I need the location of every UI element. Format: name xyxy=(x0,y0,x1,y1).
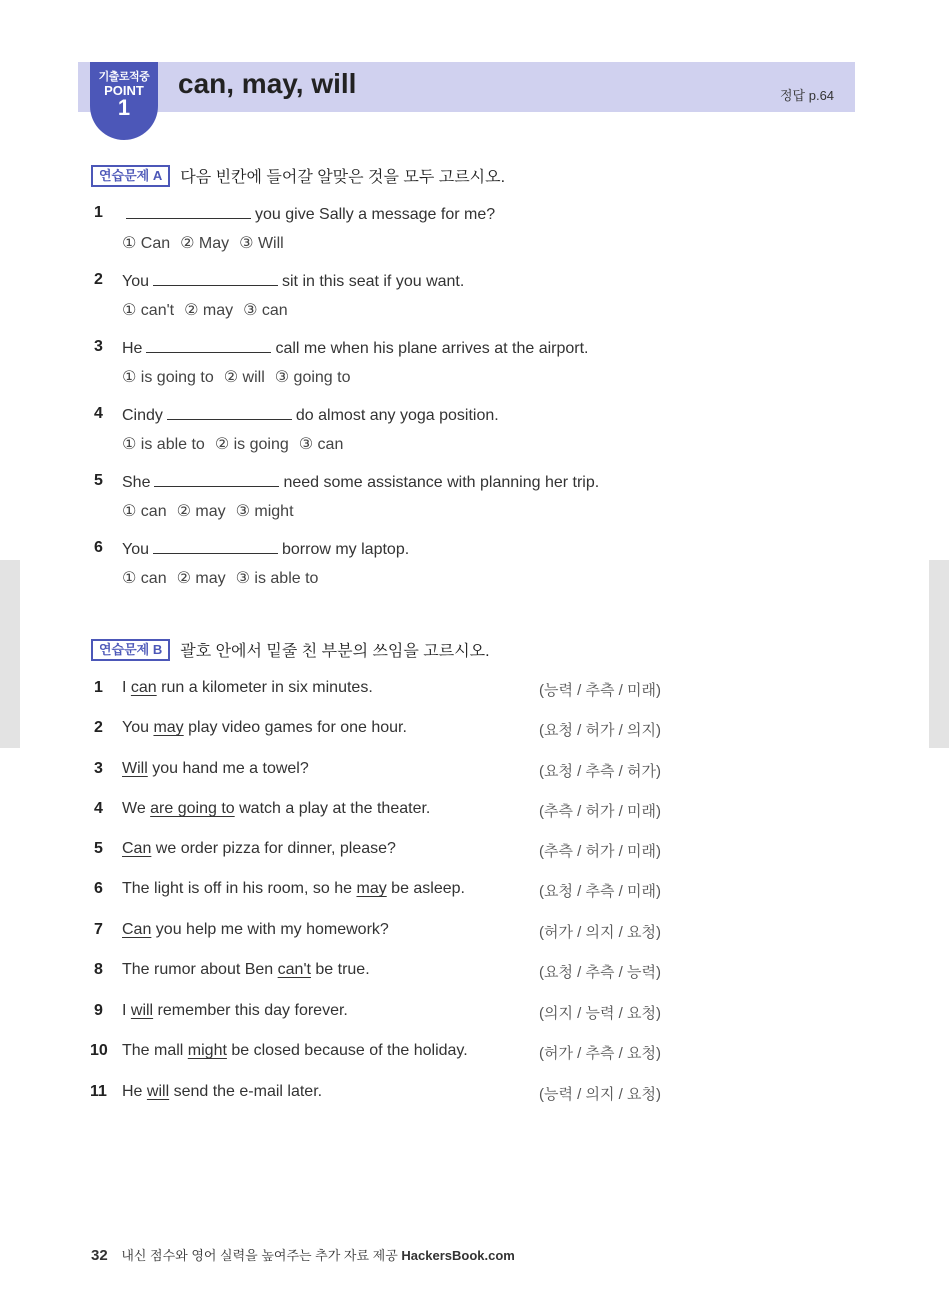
point-word: POINT xyxy=(104,83,144,98)
question-number: 4 xyxy=(94,405,103,422)
usage-choices[interactable]: (허가 / 의지 / 요청) xyxy=(539,924,661,941)
answer-options: ① can ② may ③ is able to xyxy=(122,570,319,587)
question-number: 8 xyxy=(94,961,103,978)
point-badge xyxy=(90,62,158,140)
question-text: You may play video games for one hour. xyxy=(122,719,407,736)
usage-choices[interactable]: (의지 / 능력 / 요청) xyxy=(539,1005,661,1022)
section-a-badge: 연습문제 A xyxy=(91,165,170,187)
question-text: Will you hand me a towel? xyxy=(122,760,309,777)
answer-blank[interactable] xyxy=(153,271,278,286)
question-text: you give Sally a message for me? xyxy=(122,204,495,224)
answer-blank[interactable] xyxy=(167,405,292,420)
underlined-word: may xyxy=(153,719,184,736)
answer-blank[interactable] xyxy=(126,204,251,219)
answer-options: ① can't ② may ③ can xyxy=(122,302,288,319)
underlined-word: might xyxy=(187,1042,227,1059)
answer-options: ① is going to ② will ③ going to xyxy=(122,369,351,386)
answer-blank[interactable] xyxy=(146,338,271,353)
question-text: You sit in this seat if you want. xyxy=(122,273,465,290)
page-number: 32 xyxy=(91,1247,108,1264)
footer-text: 내신 점수와 영어 실력을 높여주는 추가 자료 제공 xyxy=(121,1248,398,1263)
question-number: 11 xyxy=(90,1083,107,1100)
question-text: He call me when his plane arrives at the airport. xyxy=(122,340,589,357)
question-number: 1 xyxy=(94,204,103,221)
question-number: 1 xyxy=(94,679,103,696)
question-number: 6 xyxy=(94,539,103,556)
answer-reference: 정답 p.64 xyxy=(780,88,835,103)
usage-choices[interactable]: (요청 / 추측 / 허가) xyxy=(539,763,661,780)
question-number: 2 xyxy=(94,719,103,736)
question-number: 7 xyxy=(94,921,103,938)
question-number: 3 xyxy=(94,760,103,777)
underlined-word: can't xyxy=(277,961,311,978)
section-b-instruction: 괄호 안에서 밑줄 친 부분의 쓰임을 고르시오. xyxy=(180,643,490,660)
question-text: Can we order pizza for dinner, please? xyxy=(122,840,396,857)
question-number: 10 xyxy=(90,1042,108,1059)
page-title: can, may, will xyxy=(178,68,357,99)
usage-choices[interactable]: (요청 / 추측 / 미래) xyxy=(539,883,661,900)
question-text: Cindy do almost any yoga position. xyxy=(122,407,499,424)
underlined-word: will xyxy=(130,1002,154,1019)
underlined-word: are going to xyxy=(150,800,235,817)
section-a-header xyxy=(91,164,505,187)
section-b-header xyxy=(91,638,490,661)
question-number: 4 xyxy=(94,800,103,817)
question-text: I will remember this day forever. xyxy=(122,1002,348,1019)
page-footer xyxy=(91,1245,515,1264)
question-text: You borrow my laptop. xyxy=(122,541,410,558)
underlined-word: will xyxy=(146,1083,170,1100)
right-edge-tab xyxy=(929,560,949,748)
answer-options: ① is able to ② is going ③ can xyxy=(122,436,344,453)
usage-choices[interactable]: (허가 / 추측 / 요청) xyxy=(539,1045,661,1062)
question-text: The mall might be closed because of the holiday. xyxy=(122,1042,468,1059)
point-tag: 기출로적중 xyxy=(98,71,150,83)
answer-blank[interactable] xyxy=(154,472,279,487)
question-number: 9 xyxy=(94,1002,103,1019)
left-edge-tab xyxy=(0,560,20,748)
usage-choices[interactable]: (추측 / 허가 / 미래) xyxy=(539,843,661,860)
section-a-instruction: 다음 빈칸에 들어갈 알맞은 것을 모두 고르시오. xyxy=(180,169,506,186)
underlined-word: Will xyxy=(122,760,148,777)
question-text: We are going to watch a play at the theater. xyxy=(122,800,431,817)
usage-choices[interactable]: (요청 / 추측 / 능력) xyxy=(539,964,661,981)
answer-options: ① can ② may ③ might xyxy=(122,503,294,520)
question-number: 5 xyxy=(94,840,103,857)
usage-choices[interactable]: (추측 / 허가 / 미래) xyxy=(539,803,661,820)
question-number: 5 xyxy=(94,472,103,489)
underlined-word: Can xyxy=(122,840,152,857)
question-text: She need some assistance with planning her trip. xyxy=(122,474,600,491)
usage-choices[interactable]: (요청 / 허가 / 의지) xyxy=(539,722,661,739)
question-text: The rumor about Ben can't be true. xyxy=(122,961,370,978)
question-number: 2 xyxy=(94,271,103,288)
point-number: 1 xyxy=(117,95,131,120)
underlined-word: may xyxy=(356,880,387,897)
footer-site-link[interactable]: HackersBook.com xyxy=(401,1248,515,1263)
underlined-word: can xyxy=(130,679,157,696)
question-text: He will send the e-mail later. xyxy=(122,1083,323,1100)
question-text: The light is off in his room, so he may be asleep. xyxy=(122,880,465,897)
question-text: Can you help me with my homework? xyxy=(122,921,389,938)
question-number: 6 xyxy=(94,880,103,897)
answer-blank[interactable] xyxy=(153,539,278,554)
underlined-word: Can xyxy=(122,921,152,938)
question-text: I can run a kilometer in six minutes. xyxy=(122,679,373,696)
answer-options: ① Can ② May ③ Will xyxy=(122,235,284,252)
section-b-badge: 연습문제 B xyxy=(91,639,170,661)
usage-choices[interactable]: (능력 / 의지 / 요청) xyxy=(539,1086,661,1103)
usage-choices[interactable]: (능력 / 추측 / 미래) xyxy=(539,682,661,699)
question-number: 3 xyxy=(94,338,103,355)
